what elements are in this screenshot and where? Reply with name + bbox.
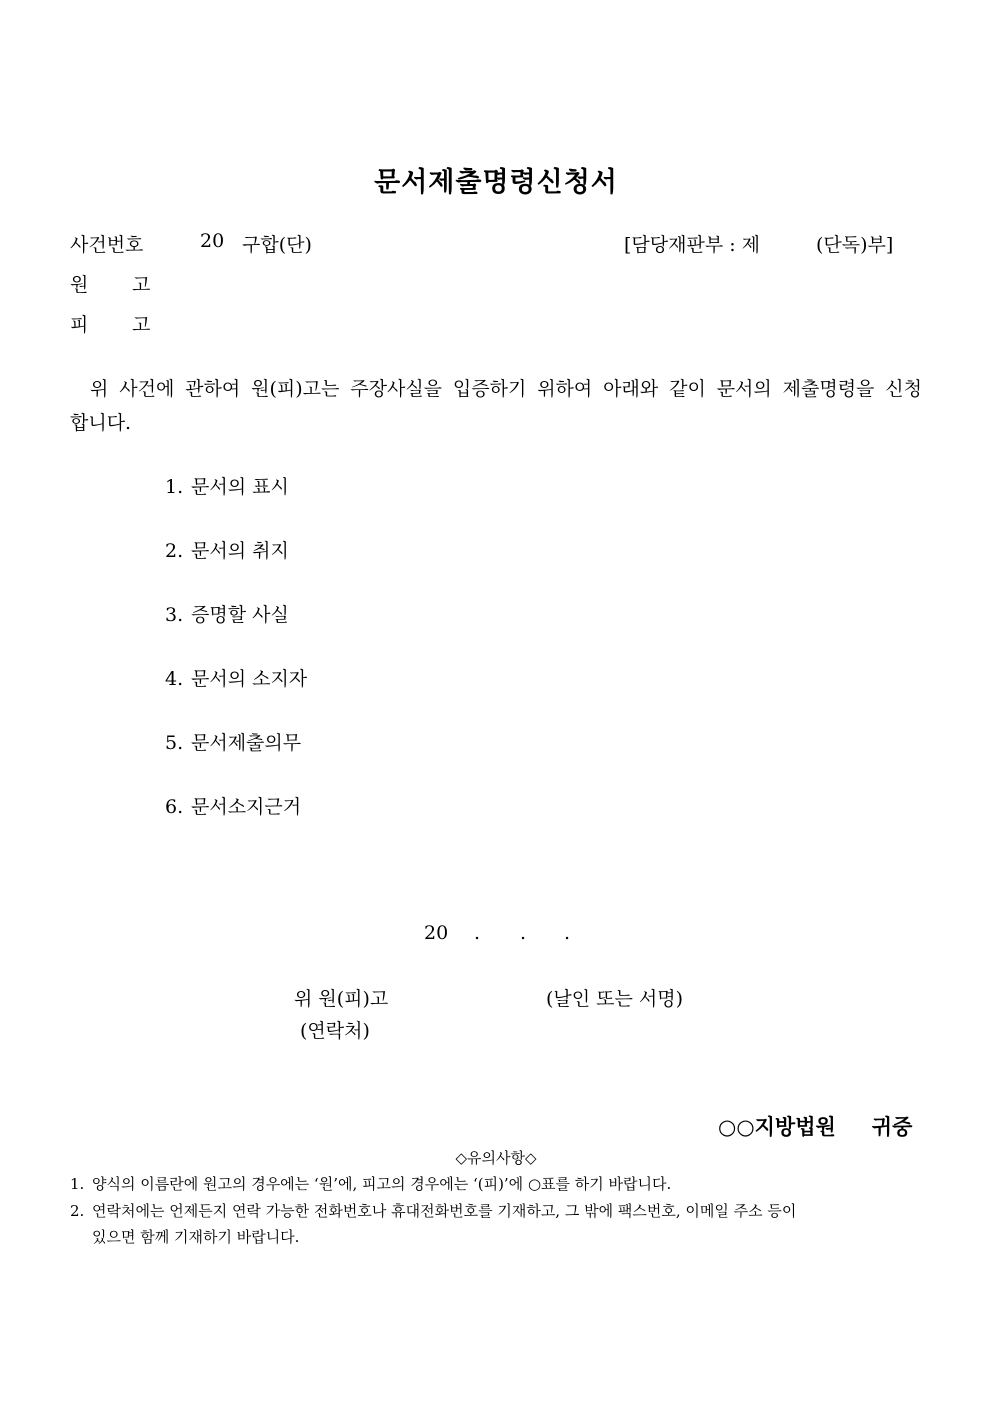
item-label: 문서의 표시 [191,476,289,498]
date-year: 20 [424,922,449,944]
date-dot-day: . [520,922,527,944]
item-document-purpose [165,536,289,563]
division-label: [담당재판부 : 제 [624,234,761,256]
item-number: 4. [165,668,184,690]
item-fact-to-prove [165,600,289,627]
court-name: ○○지방법원 [718,1114,836,1139]
item-label: 문서의 소지자 [191,668,308,690]
defendant-label-char-2: 고 [132,314,151,336]
notice-number: 2. [70,1202,85,1220]
notice-item-2 [70,1200,930,1221]
item-label: 증명할 사실 [191,604,289,626]
item-number: 1. [165,476,184,498]
item-document-holder [165,664,307,691]
case-year: 20 [200,230,225,252]
contact-label: (연락처) [300,1020,370,1042]
item-number: 2. [165,540,184,562]
applicant-label: 위 원(피)고 [294,988,389,1010]
plaintiff-label-char-2: 고 [132,274,151,296]
item-number: 3. [165,604,184,626]
document-title: 문서제출명령신청서 [374,167,618,198]
notice-heading: ◇유의사항◇ [455,1149,537,1167]
item-number: 6. [165,796,184,818]
court-suffix: 귀중 [871,1114,913,1139]
item-document-indication [165,472,289,499]
court-addressee [718,1111,912,1141]
notice-number: 1. [70,1175,85,1193]
item-submission-duty [165,728,301,755]
notice-item-1 [70,1173,930,1194]
item-possession-basis [165,792,301,819]
item-label: 문서소지근거 [191,796,302,818]
division-end: (단독)부] [816,234,894,256]
notice-text: 연락처에는 언제든지 연락 가능한 전화번호나 휴대전화번호를 기재하고, 그 밖에 팩스번호, 이메일 주소 등이 [92,1202,797,1220]
notice-item-2-continuation: 있으면 함께 기재하기 바랍니다. [92,1228,300,1246]
intro-paragraph: 위 사건에 관하여 원(피)고는 주장사실을 입증하기 위하여 아래와 같이 문서의 제출명령을 신청합니다. [70,378,922,434]
case-number-label: 사건번호 [70,234,144,256]
case-type: 구합(단) [242,234,312,256]
item-label: 문서제출의무 [191,732,302,754]
notice-text: 양식의 이름란에 원고의 경우에는 ‘원’에, 피고의 경우에는 ‘(피)’에 ○표를 하기 바랍니다. [92,1175,672,1193]
date-dot-end: . [564,922,571,944]
date-dot-month: . [474,922,481,944]
item-number: 5. [165,732,184,754]
seal-or-signature: (날인 또는 서명) [546,988,684,1010]
item-label: 문서의 취지 [191,540,289,562]
defendant-label-char-1: 피 [70,314,89,336]
plaintiff-label-char-1: 원 [70,274,89,296]
